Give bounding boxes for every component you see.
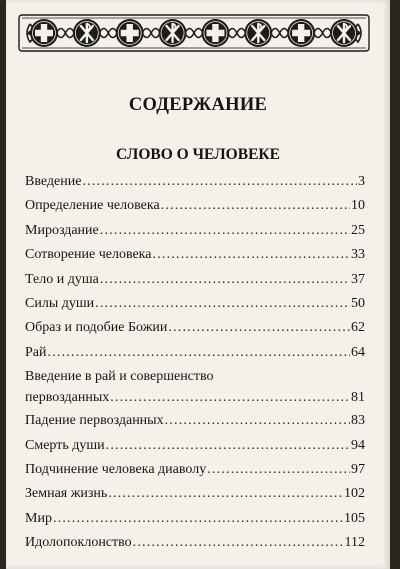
dot-leader: [100, 272, 350, 288]
knot-link-ornament: [99, 29, 117, 38]
book-page: [6, 0, 390, 569]
toc-entry-title: Мир: [25, 510, 52, 526]
toc-entry[interactable]: [25, 198, 365, 222]
toc-entry-title: первозданных: [25, 390, 110, 406]
knot-link-ornament: [185, 29, 203, 38]
toc-entry-title: Рай: [25, 344, 47, 360]
dot-leader: [53, 511, 343, 527]
dot-leader: [106, 438, 350, 454]
cross-medallion-icon: [201, 19, 229, 47]
toc-entry[interactable]: [25, 413, 365, 437]
toc-entry[interactable]: [25, 272, 365, 296]
toc-entry[interactable]: [25, 174, 365, 198]
toc-page-number: 50: [351, 295, 365, 311]
toc-entry-title: Сотворение человека: [25, 247, 152, 263]
toc-entry[interactable]: [25, 320, 365, 344]
knot-link-ornament: [314, 29, 332, 38]
toc-page-number: 25: [351, 222, 365, 238]
toc-entry-title: Смерть души: [25, 437, 105, 453]
toc-entry[interactable]: [25, 511, 365, 535]
toc-entry-title-line1: Введение в рай и совершенство: [25, 369, 214, 385]
knot-link-ornament: [56, 29, 74, 38]
knot-link-ornament: [142, 29, 160, 38]
toc-page-number: 3: [358, 174, 365, 189]
dot-leader: [100, 223, 350, 239]
toc-entry-title: Тело и душа: [25, 271, 99, 287]
dot-leader: [168, 320, 350, 336]
knot-link-ornament: [228, 29, 246, 38]
cross-medallion-icon: [159, 19, 187, 47]
dot-leader: [108, 486, 343, 502]
toc-page-number: 10: [351, 198, 365, 214]
toc-entry[interactable]: [25, 535, 365, 559]
toc-entry[interactable]: [25, 462, 365, 486]
page-title: СОДЕРЖАНИЕ: [128, 95, 268, 115]
toc-page-number: 102: [344, 486, 365, 502]
toc-entry[interactable]: [25, 486, 365, 510]
toc-page-number: 105: [344, 510, 365, 526]
toc-entry-title: Падение первозданных: [25, 413, 164, 429]
knot-link-ornament: [271, 29, 289, 38]
toc-entry-title: Земная жизнь: [25, 486, 108, 502]
toc-entry-title: Введение: [25, 174, 82, 189]
section-title: СЛОВО О ЧЕЛОВЕКЕ: [116, 146, 280, 163]
toc-entry[interactable]: [25, 345, 365, 369]
toc-entry[interactable]: [25, 438, 365, 462]
dot-leader: [82, 174, 357, 190]
toc-page-number: 83: [351, 413, 365, 429]
cross-medallion-icon: [330, 19, 358, 47]
toc-entry-title: Образ и подобие Божии: [25, 320, 168, 336]
toc-page-number: 37: [351, 271, 365, 287]
toc-entry-title: Определение человека: [25, 198, 160, 214]
toc-page-number: 81: [351, 390, 365, 406]
toc-entry[interactable]: [25, 247, 365, 271]
dot-leader: [165, 413, 350, 429]
toc-entry[interactable]: [25, 223, 365, 247]
ornamental-header-band: [18, 14, 370, 52]
table-of-contents: [25, 174, 365, 559]
dot-leader: [153, 247, 351, 263]
cross-medallion-icon: [30, 19, 58, 47]
cross-medallion-icon: [287, 19, 315, 47]
dot-leader: [133, 535, 344, 551]
toc-entry[interactable]: [25, 369, 365, 413]
toc-page-number: 64: [351, 344, 365, 360]
toc-entry-title: Мироздание: [25, 222, 99, 238]
toc-page-number: 62: [351, 320, 365, 336]
cross-medallion-icon: [73, 19, 101, 47]
dot-leader: [95, 296, 350, 312]
dot-leader: [48, 345, 351, 361]
dot-leader: [161, 198, 350, 214]
toc-entry[interactable]: [25, 296, 365, 320]
toc-page-number: 33: [351, 247, 365, 263]
toc-entry-title: Силы души: [25, 295, 95, 311]
toc-page-number: 112: [344, 535, 365, 551]
toc-entry-title: Идолопоклонство: [25, 535, 132, 551]
cross-medallion-icon: [116, 19, 144, 47]
toc-page-number: 97: [351, 461, 365, 477]
dot-leader: [110, 390, 350, 406]
cross-medallion-icon: [244, 19, 272, 47]
dot-leader: [207, 462, 350, 478]
toc-entry-title: Подчинение человека диаволу: [25, 461, 207, 477]
toc-page-number: 94: [351, 437, 365, 453]
